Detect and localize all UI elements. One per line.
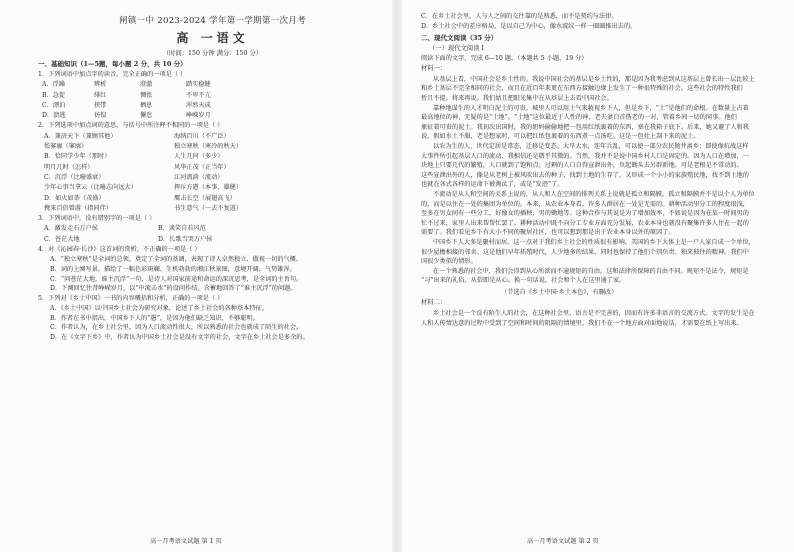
option-row xyxy=(38,80,387,90)
pair-row xyxy=(38,183,387,193)
pair-right: 挥斥方遒（本事、雄健） xyxy=(174,184,243,192)
right-page xyxy=(397,0,794,552)
option-item: 栖息 xyxy=(140,101,153,109)
question-stem: 1．下列词语中加点字的读音，完全正确的一项是（ ） xyxy=(38,71,187,78)
material-label: 材料一： xyxy=(421,65,447,73)
passage-line: 暂且不提，将来再说。我们姑且把眼光集中在从基层上去看中国社会。 xyxy=(421,95,613,103)
question-stem: 4．对《沁园春·长沙》这首词的赏析，不正确的一项是（ ） xyxy=(38,246,201,254)
pair-row xyxy=(38,173,387,183)
option-item: 惆怅 xyxy=(140,91,153,99)
passage-line: 的，而是以住在一处的集团为单位的。本来，从农业本身看，许多人群居在一处是无需的。耕种活动里分工的程度很浅， xyxy=(421,200,749,208)
passage-line: 忙不过来，家里人出来帮帮忙罢了。耕种活动中既不向分工专业方面充分发展，农业本身也就没有聚集许多人住在一起的 xyxy=(421,219,749,227)
section-heading: 一、基础知识（1—5题，每小题 2 分，共 10 分） xyxy=(38,60,187,68)
reading-instructions: 阅读下面的文字，完成 6—10 题。（本题共 5 小题，19 分） xyxy=(421,55,588,63)
pair-left: C．沉浮（比喻盛衰） xyxy=(44,173,105,181)
material-label: 材料二： xyxy=(421,299,447,307)
option-item: A．浮躁 xyxy=(42,81,66,89)
option-item: B．急促 xyxy=(42,91,66,99)
passage-line: 块地上只要几代的繁殖，人口就到了饱和点；过剩的人口自得宣泄出外，负起锄头去另辟新地。可是老根是不常动的。 xyxy=(421,162,743,170)
pair-row xyxy=(38,163,387,173)
passage-line: 从基层上看，中国社会是乡土性的。我说中国社会的基层是乡土性的，那是因为我考虑到从这基层上曾长出一层比较上 xyxy=(433,75,755,83)
passage-line: 中国乡下人大多是聚村而居。这一点对于我们乡土社会的性质很有影响。美国的乡下大体上是一户人家自成一个单位， xyxy=(433,238,755,246)
option-item: D．溃逃 xyxy=(42,112,66,120)
section-heading: 二、现代文阅读（35 分） xyxy=(421,33,498,42)
option-item: A．激发走石万户侯 xyxy=(44,225,98,233)
answer-line: A．“独立寒秋”是全词的总领，奠定了全词的基调，表现了诗人卓然独立、傲视一切的气概。 xyxy=(50,256,303,264)
question-stem: 3．下列词语中，没有错别字的一项是（ ） xyxy=(38,215,156,223)
passage-line: 国很少类似的情形。 xyxy=(421,258,477,266)
passage-line: 大事件所引起基层人口的流动，我相信还是微乎其微的。当然，我并不是说中国乡村人口是固定的。因为人口在增加，一 xyxy=(421,152,749,160)
passage-line: 需要了。我们看见乡下有大小不同的聚居社区，也可以想到那是出于农业本身以外的原因了。 xyxy=(421,229,675,237)
pair-row xyxy=(38,152,387,162)
pair-row xyxy=(38,194,387,204)
answer-line: C．“问苍茫大地，谁主沉浮”一句，是诗人对国家前途和命运的深沉思考，是全词的主旨句。 xyxy=(50,275,303,283)
pair-left: 明月几时（怎样） xyxy=(44,163,94,171)
page-footer: 高一月考语文试题 第 1 页 xyxy=(150,538,222,545)
pair-right: 江河流淌（流动） xyxy=(174,173,224,181)
option-item: D．长歌当哭万户侯 xyxy=(158,235,213,243)
passage-line: 以农为生的人，世代定居是常态，迁移是变态。大旱大水，连年兵乱，可以使一部分农民抛井离乡；即使像抗战这样 xyxy=(433,143,749,151)
page-footer: 高一月考语文试题 第 2 页 xyxy=(527,538,599,545)
answer-line: D．下阕回忆往昔峥嵘岁月，以“中流击水”的设问作结，含蓄地回答了“谁主沉浮”的问题。 xyxy=(50,285,297,293)
passage-line: 和乡土基层不完全相同的社会，而且在近百年来更在东西方接触边缘上发生了一种很特殊的社会。这些社会的特性我们 xyxy=(421,85,743,93)
answer-line: B．作者在书中指出，中国乡下人的“愚”，是因为他们缺乏知识，不够聪明。 xyxy=(50,314,259,322)
pair-left: D．如火如荼（茂盛） xyxy=(44,194,105,202)
school-title: 闸镇一中 2023-2024 学年第一学期第一次月考 xyxy=(119,16,306,26)
answer-line: D．在《文字下乡》中，作者认为中国乡土社会是没有文字的社会，文字在乡土社会是多余的。 xyxy=(50,333,309,341)
option-item: 不卑不亢 xyxy=(186,91,211,99)
option-item: 浑然天成 xyxy=(186,101,211,109)
pair-right: 独立寒秋（寒冷的秋天） xyxy=(174,143,243,151)
pair-right: 风华正茂（正当年） xyxy=(174,163,230,171)
pair-left: 携来百侣曾游（指同伴） xyxy=(44,204,113,212)
passage-line: 不流动是从人和空间的关系上说的，从人和人在空间的排列关系上说就是孤立和隔膜。孤立和隔膜并不是以个人为单位 xyxy=(433,191,755,199)
pair-left: A．兼济天下（兼顾其他） xyxy=(44,132,117,140)
pair-left: 怅寥廓（寥廓） xyxy=(44,143,88,151)
option-item: C．苍茫大地 xyxy=(44,235,80,243)
option-item: 彷徨 xyxy=(94,112,107,120)
option-item: 挟带 xyxy=(94,101,107,109)
option-row xyxy=(38,91,387,101)
pair-row xyxy=(38,204,387,214)
pair-right: 海纳百川（不广泛） xyxy=(174,132,230,140)
subject-title: 高 一语文 xyxy=(176,31,249,45)
exam-meta: （时间：150 分钟 满分：150 分） xyxy=(162,50,263,57)
passage-line: 靠种地谋生的人才明白泥土的可贵。城里人可以用土气来藐视乡下人，但是乡下，“土”是他们的命根。在数量上占着 xyxy=(433,104,749,112)
question-stem: 2．下列选项中加点词的意思，与括号中所注释不相同的一项是（ ） xyxy=(38,122,224,130)
option-item: 绯红 xyxy=(94,91,107,99)
passage-line: 这些宣泄出外的人，像是从老树上被风吹出去的种子，找到土地的生存了，又形成一个小小的家族殖民地，找不到土地的 xyxy=(421,171,749,179)
passage-line: 乡土社会是一个没有陌生人的社会，在这种社会里，语言是不完善的，因而有许多非语言的交流方式。文字的发生是在 xyxy=(433,309,755,317)
passage-line: 说，假如水土不服，老是想家时，可以把红纸包裹着的东西煮一点汤吃。这是一包灶上刮下来的泥土。 xyxy=(421,133,700,141)
pair-right: 书生意气（一去不复返） xyxy=(174,204,243,212)
option-row xyxy=(38,101,387,111)
option-item: B．谈笑自若风范 xyxy=(158,225,206,233)
option-row xyxy=(38,111,387,121)
answer-line: C．在乡土社会里，人与人之间的交往靠的是熟悉，而不是契约与法律。 xyxy=(421,13,618,20)
passage-line: 也就在各式各样的运命下被淘汰了，或是“发迹”了。 xyxy=(421,181,564,189)
passage-line: “习”出来的礼俗。从俗即是从心。换一句话说，社会和个人在这里通了家。 xyxy=(421,277,626,285)
answer-line: D．乡土社会中的差序格局，是以自己为中心，像水波纹一样一圈圈推出去的。 xyxy=(421,23,637,31)
passage-line: 很少屋檐相接的邻舍。这是他们早年拓殖时代，人少地多的结果，同时也保持了他们个别负责、独来独往的精神。我们中 xyxy=(421,248,749,256)
passage-line: 最高地位的神，无疑的是“土地”。“土地”这位最近于人性的神，老夫妻白首偕老的一对，管着乡间一切的闲事。他们 xyxy=(421,114,737,122)
option-item: 踏实稳健 xyxy=(186,81,211,89)
option-item: 澄澈 xyxy=(140,81,153,89)
passage-line: 在一个熟悉的社会中，我们会得到从心所欲而不逾规矩的自由。这和法律所保障的自由不同。规矩不是法令，规矩是 xyxy=(433,267,749,275)
pair-right: 人生几何（多少） xyxy=(174,153,224,161)
pair-row xyxy=(38,142,387,152)
answer-line: B．词的上阕写景，描绘了一幅色彩斑斓、生机勃勃的湘江秋景图，意境开阔，气势雄浑。 xyxy=(50,265,296,273)
pair-row xyxy=(38,132,387,142)
answer-line: A．《乡土中国》以中国乡土社会为研究对象，论述了乡土社会的各种基本特征。 xyxy=(50,305,268,313)
passage-line: 至多在男女间有一些分工，好像女的插秧，男的锄地等。这种合作与其说是为了增加效率，不如说是因为在某一时间男的 xyxy=(421,210,749,218)
option-item: 辨析 xyxy=(94,81,107,89)
sub-section-heading: （一）现代文阅读 I xyxy=(429,44,484,52)
passage-line: 象征着可贵的泥土。我初次出国时，我的奶妈偷偷地把一包用红纸裹着的东西，塞在我箱子底下。后来，她又避了人和我 xyxy=(421,123,749,131)
pair-right: 鹰击长空（展翅高飞） xyxy=(174,194,236,202)
option-item: 峥嵘岁月 xyxy=(186,112,211,120)
answer-line: C．作者认为，在乡土社会里，因为人口流动性很大，所以熟悉的社会也就成了陌生的社会。 xyxy=(50,324,303,332)
option-row xyxy=(38,235,387,245)
option-item: 懈怠 xyxy=(140,112,153,120)
option-row xyxy=(38,224,387,234)
option-item: C．漂泊 xyxy=(42,101,66,109)
passage-line: 人和人传情达意的过程中受到了空间和时间的阻隔的情境里。我们不在一个地方面对面地说话，才需要在纸上写出来。 xyxy=(421,319,743,327)
pair-left: 少年心事当拿云（比喻志向远大） xyxy=(44,184,137,192)
pair-left: B．恰同学少年（那时） xyxy=(44,153,111,161)
question-stem: 5．下列对《乡土中国》一书的内容概括和分析，正确的一项是（ ） xyxy=(38,294,224,302)
passage-source: （节选自《乡土中国·乡土本色》，有删改） xyxy=(501,288,618,296)
